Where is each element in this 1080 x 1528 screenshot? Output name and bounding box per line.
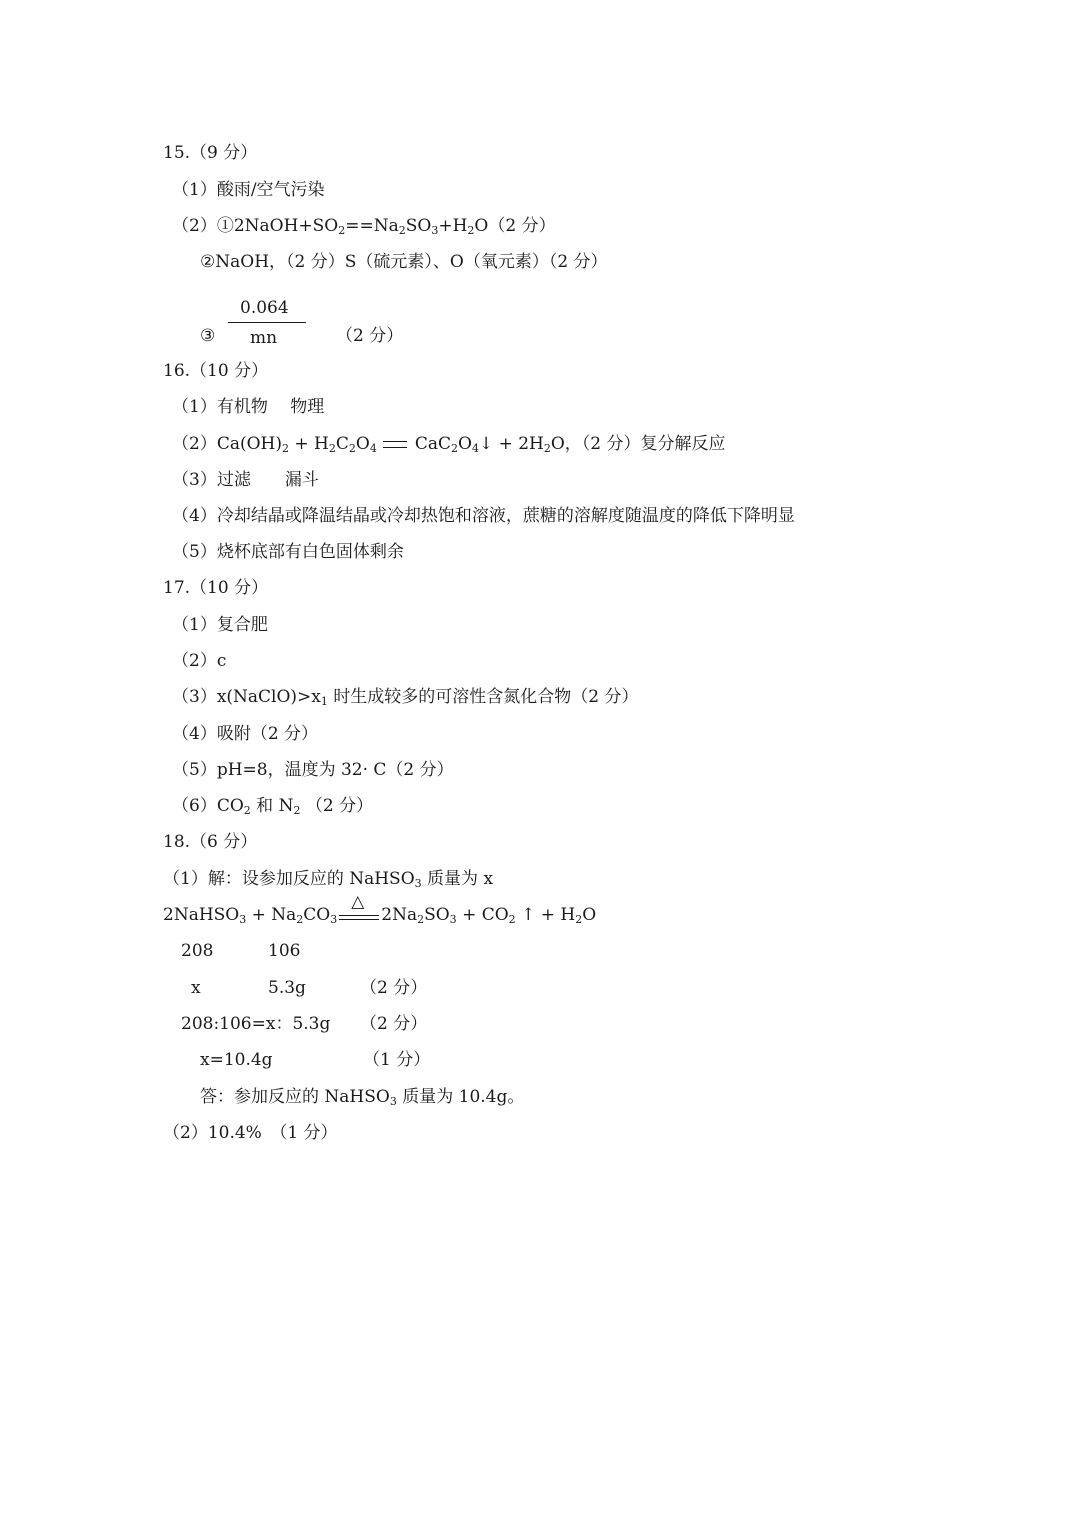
q16-part2-equation: $(2)Ca(OH)_2 + H_2C_2O_4$ $CaC_2O_4↓ + 2H_2O$，（2 分）复分解反应 [172,434,726,455]
q18-var-x: x [191,978,201,998]
q15-part2-equation: $(2)①2NaOH+SO_2==Na_2SO_3+H_2O(2$ 分） [172,216,556,237]
q18-equation: 2NaHSO$_3$ + $Na_2CO_3$ △ $2Na_2SO_3 + CO_2$ ↑ + $H_2O$ [163,891,597,926]
q15-part2-second: ②NaOH，（2 分）S（硫元素）、O（氧元素）（2 分） [200,252,608,272]
q17-part1: （1）复合肥 [172,615,268,635]
fraction-bar [228,322,306,323]
q18-score-2: （2 分） [360,1014,428,1034]
heating-equals-sign [339,891,379,922]
q15-part3-score: （2 分） [336,326,404,346]
q17-part6: $(6)CO_2$ 和 $N_2$ （2 分） [172,796,374,817]
q18-mass-208: 208 [181,941,214,961]
q15-header: 15.（9 分） [163,143,258,163]
q18-mass-106: 106 [268,941,301,961]
q16-part5: （5）烧杯底部有白色固体剩余 [172,542,404,562]
q18-score-1: （2 分） [360,978,428,998]
q18-value-5-3g: 5.3g [268,978,306,998]
q15-part3-mark: ③ [200,326,216,346]
q17-part5: （5）pH=8，温度为 32· C（2 分） [172,760,454,780]
q17-part3: $(3)x(NaClO)>x_1$ 时生成较多的可溶性含氮化合物（2 分） [172,687,639,708]
q18-part2: （2）10.4% （1 分） [163,1123,338,1143]
q15-part1: （1）酸雨/空气污染 [172,180,325,200]
fraction-numerator: 0.064 [240,298,289,318]
q18-part1-intro: （1）解：设参加反应的 NaHSO$_3$ 质量为 x [163,869,494,890]
equals-sign [383,441,407,448]
q16-part1: （1）有机物 物理 [172,397,325,417]
q18-result: x=10.4g [200,1050,273,1070]
q18-score-3: （1 分） [363,1050,431,1070]
heat-triangle-icon: △ [351,891,365,912]
fraction-denominator: mn [250,328,278,348]
q18-proportion: 208:106=x：5.3g [181,1014,331,1034]
q16-header: 16.（10 分） [163,361,269,381]
q16-part3: （3）过滤 漏斗 [172,470,319,490]
q18-answer: 答：参加反应的 NaHSO$_3$ 质量为 10.4g。 [200,1087,525,1108]
q17-part2: （2）c [172,651,227,671]
q17-header: 17.（10 分） [163,578,269,598]
q16-part4: （4）冷却结晶或降温结晶或冷却热饱和溶液，蔗糖的溶解度随温度的降低下降明显 [172,506,795,526]
q18-header: 18.（6 分） [163,832,258,852]
q17-part4: （4）吸附（2 分） [172,724,319,744]
